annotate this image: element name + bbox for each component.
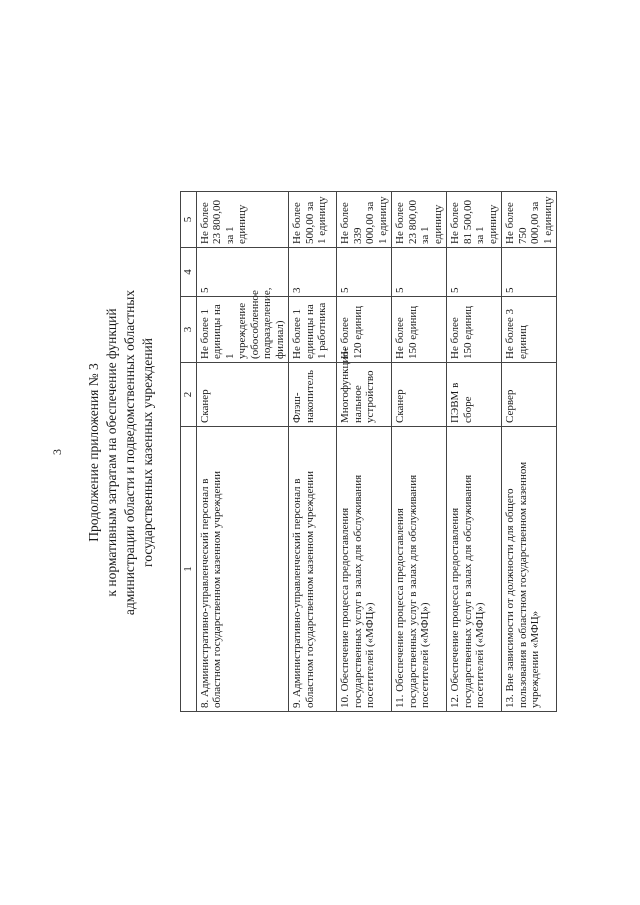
price-cell: Не более 81 500,00 за 1 единицу — [447, 192, 502, 248]
norms-table — [180, 191, 557, 712]
quantity-cell: Не более 1 единицы на 1 учреждение (обособленное подразделение, филиал) — [196, 297, 289, 363]
service-life-cell: 5 — [196, 248, 289, 297]
price-cell: Не более 23 800,00 за 1 единицу — [392, 192, 447, 248]
column-number-3: 3 — [181, 297, 197, 363]
column-number-5: 5 — [181, 192, 197, 248]
position-cell: 10. Обеспечение процесса предоставления государственных услуг в залах для обслуживания посетителей («МФЦ») — [337, 427, 392, 712]
equipment-cell: Флэш-накопитель — [289, 363, 337, 427]
equipment-cell: Сканер — [392, 363, 447, 427]
price-cell: Не более 750 000,00 за 1 единицу — [502, 192, 557, 248]
column-number-4: 4 — [181, 248, 197, 297]
quantity-cell: Не более 120 единиц — [337, 297, 392, 363]
service-life-cell: 3 — [289, 248, 337, 297]
equipment-cell: Сервер — [502, 363, 557, 427]
quantity-cell: Не более 150 единиц — [392, 297, 447, 363]
position-cell: 11. Обеспечение процесса предоставления государственных услуг в залах для обслуживания посетителей («МФЦ») — [392, 427, 447, 712]
equipment-cell: Многофункцио-нальное устройство — [337, 363, 392, 427]
appendix-heading-line-4: государственных казенных учреждений — [140, 338, 155, 567]
service-life-cell: 5 — [447, 248, 502, 297]
appendix-heading-line-2: к нормативным затратам на обеспечение функций — [104, 308, 119, 597]
table-row — [196, 192, 289, 712]
column-number-1: 1 — [181, 427, 197, 712]
table-row — [447, 192, 502, 712]
equipment-cell: Сканер — [196, 363, 289, 427]
position-cell: 9. Административно-управленческий персонал в областном государственном казенном учреждении — [289, 427, 337, 712]
quantity-cell: Не более 1 единицы на 1 работника — [289, 297, 337, 363]
position-cell: 8. Административно-управленческий персонал в областном государственном казенном учреждении — [196, 427, 289, 712]
column-number-row — [181, 192, 197, 712]
table-row — [337, 192, 392, 712]
price-cell: Не более 339 000,00 за 1 единицу — [337, 192, 392, 248]
quantity-cell: Не более 3 единиц — [502, 297, 557, 363]
appendix-heading-line-3: администрации области и подведомственных областных — [122, 289, 137, 616]
page-number: 3 — [50, 449, 64, 455]
price-cell: Не более 500,00 за 1 единицу — [289, 192, 337, 248]
service-life-cell: 5 — [337, 248, 392, 297]
table-row — [502, 192, 557, 712]
column-number-2: 2 — [181, 363, 197, 427]
position-cell: 13. Вне зависимости от должности для общего пользования в областном государственном казенном учреждении «МФЦ» — [502, 427, 557, 712]
price-cell: Не более 23 800,00 за 1 единицу — [196, 192, 289, 248]
table-row — [392, 192, 447, 712]
table-row — [289, 192, 337, 712]
quantity-cell: Не более 150 единиц — [447, 297, 502, 363]
service-life-cell: 5 — [392, 248, 447, 297]
equipment-cell: ПЭВМ в сборе — [447, 363, 502, 427]
position-cell: 12. Обеспечение процесса предоставления государственных услуг в залах для обслуживания посетителей («МФЦ») — [447, 427, 502, 712]
service-life-cell: 5 — [502, 248, 557, 297]
appendix-heading-line-1: Продолжение приложения № 3 — [86, 363, 101, 542]
